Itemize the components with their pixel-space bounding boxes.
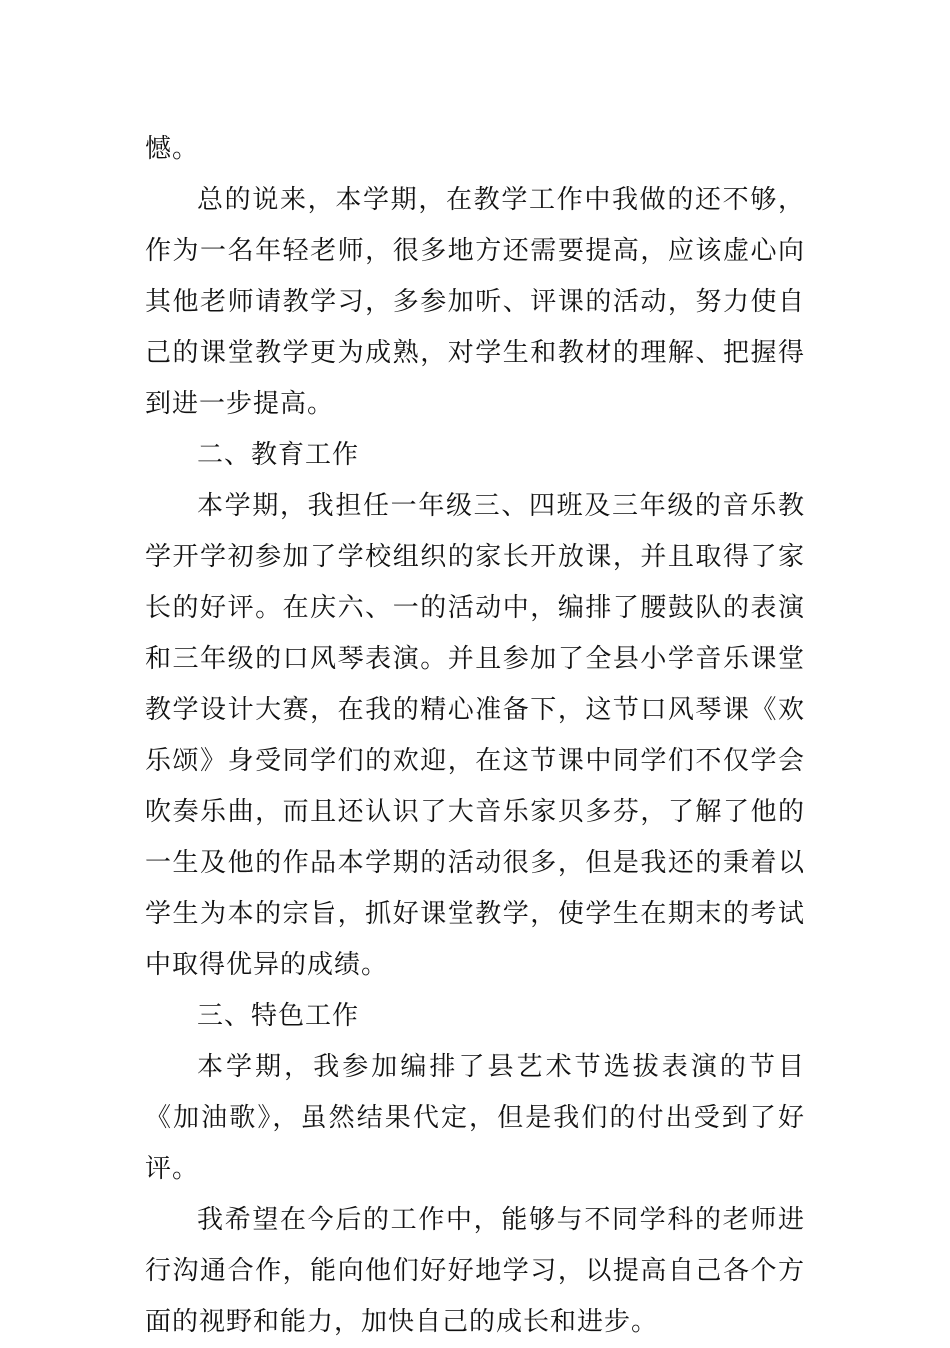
paragraph-education: 本学期，我担任一年级三、四班及三年级的音乐教学开学初参加了学校组织的家长开放课，并且取得了家长的好评。在庆六、一的活动中，编排了腰鼓队的表演和三年级的口风琴表演。并且参加了全县小学音乐课堂教学设计大赛，在我的精心准备下，这节口风琴课《欢乐颂》身受同学们的欢迎，在这节课中同学们不仅学会吹奏乐曲，而且还认识了大音乐家贝多芬，了解了他的一生及他的作品本学期的活动很多，但是我还的秉着以学生为本的宗旨，抓好课堂教学，使学生在期末的考试中取得优异的成绩。	[145, 491, 805, 980]
section-heading-features: 三、特色工作	[197, 1001, 360, 1031]
paragraph-features: 本学期，我参加编排了县艺术节选拔表演的节目《加油歌》，虽然结果代定，但是我们的付出受到了好评。	[145, 1052, 805, 1184]
paragraph-continuation: 憾。	[145, 134, 200, 164]
section-heading-education: 二、教育工作	[197, 440, 360, 470]
paragraph-hopes: 我希望在今后的工作中，能够与不同学科的老师进行沟通合作，能向他们好好地学习，以提高自己各个方面的视野和能力，加快自己的成长和进步。	[145, 1205, 805, 1337]
document-body	[145, 124, 805, 1348]
paragraph-summary: 总的说来，本学期，在教学工作中我做的还不够，作为一名年轻老师，很多地方还需要提高，应该虚心向其他老师请教学习，多参加听、评课的活动，努力使自己的课堂教学更为成熟，对学生和教材的理解、把握得到进一步提高。	[145, 185, 805, 419]
